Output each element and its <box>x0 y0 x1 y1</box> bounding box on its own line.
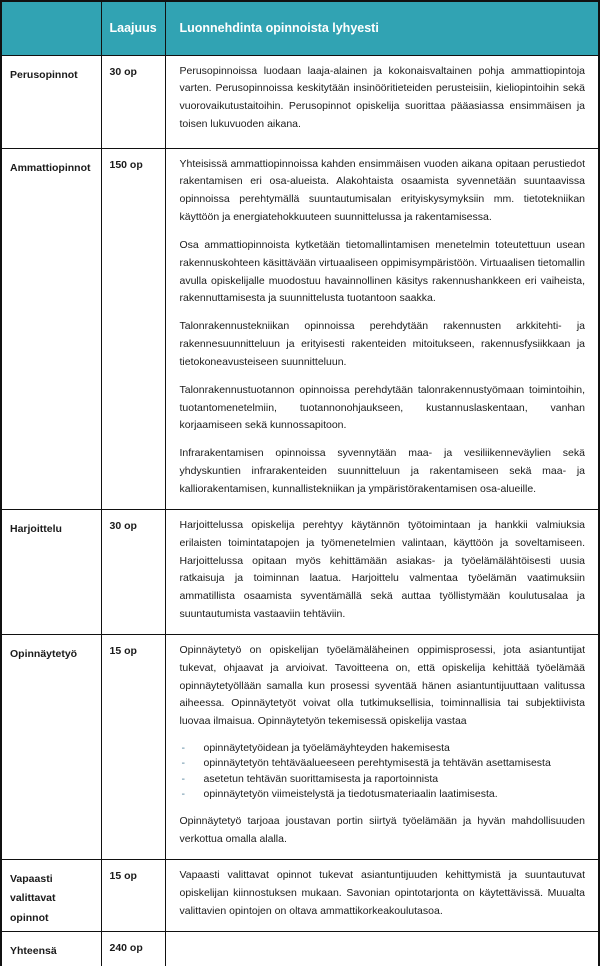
row-category-label: Yhteensä <box>1 931 101 966</box>
row-credits-value: 15 op <box>101 634 165 859</box>
header-cell-extent: Laajuus <box>101 1 165 55</box>
description-paragraph: Harjoittelussa opiskelija perehtyy käytännön työtoimintaan ja hankkii valmiuksia erilaisten toimintatapojen ja työmenetelmien valintaan, käyttöön ja soveltamiseen. Harjoittelussa opitaan myös kehittämään asiakas- ja työelämälähtöisesti uusia ratkaisuja ja toiminnan laatua. Harjoittelu valmentaa työelämän vaatimuksiin ammatillista osaamista syventämällä sekä auttaa työllistymään koulutusalaa ja suuntautumista vastaaviin tehtäviin. <box>179 518 585 621</box>
table-row <box>1 634 599 859</box>
row-category-label: Harjoittelu <box>1 509 101 634</box>
bullet-text: opinnäytetyöidean ja työelämäyhteyden hakemisesta <box>203 742 450 755</box>
bullet-item <box>180 756 586 771</box>
table-header <box>1 1 599 55</box>
bullet-text: opinnäytetyön viimeistelystä ja tiedotusmateriaalin laatimisesta. <box>203 787 498 800</box>
row-description <box>165 634 599 859</box>
description-paragraph: Perusopinnoissa luodaan laaja-alainen ja kokonaisvaltainen pohja ammattiopintoja varten. Perusopinnoissa keskitytään insinööritieteiden perusteisiin, kieliopintoihin sekä vuorovaikutustaitoihin. Perusopinnot opiskelija suorittaa pääasiassa ensimmäisen ja toisen lukuvuoden aikana. <box>179 64 585 131</box>
row-credits-value: 240 op <box>101 931 165 966</box>
bullet-item <box>180 741 586 756</box>
row-description <box>165 859 599 931</box>
table-row <box>1 509 599 634</box>
description-paragraph: Talonrakennustekniikan opinnoissa perehdytään rakennusten arkkitehti- ja rakennesuunnitteluun ja erityisesti rakenteiden mitoitukseen, rakennusfysiikkaan ja tietokoneavusteiseen suunnitteluun. <box>179 320 585 368</box>
row-category-label: Perusopinnot <box>1 55 101 148</box>
description-paragraph: Osa ammattiopinnoista kytketään tietomallintamisen menetelmin toteutettuun usean rakennuskohteen käsittävään virtuaaliseen oppimisympäristöön. Virtuaalisen tietomallin avulla opiskelijalle muodostuu havainnollinen käsitys rakennushankkeen eri vaiheista, rakennuttamisesta ja suunnittelusta tuotantoon saakka. <box>179 238 585 305</box>
row-category-label: Ammattiopinnot <box>1 148 101 509</box>
row-credits-value: 15 op <box>101 859 165 931</box>
bullet-dash-icon: - <box>181 772 185 785</box>
row-description <box>165 931 599 966</box>
row-credits-value: 30 op <box>101 509 165 634</box>
row-credits-value: 150 op <box>101 148 165 509</box>
bullet-dash-icon: - <box>181 757 185 770</box>
description-paragraph: Yhteisissä ammattiopinnoissa kahden ensimmäisen vuoden aikana opitaan perustiedot rakentamisen eri osa-alueista. Alakohtaista osaamista syvennetään suuntaavissa opinnoissa perehtymällä suuntautumisalan erityiskysymyksiin mm. tietotekniikan käyttöön ja energiatehokkuuteen suunnittelussa ja rakentamisessa. <box>179 157 585 224</box>
bullet-dash-icon: - <box>181 742 185 755</box>
bullet-item <box>180 787 586 802</box>
table-row <box>1 931 599 966</box>
row-description <box>165 509 599 634</box>
description-paragraph: Opinnäytetyö tarjoaa joustavan portin siirtyä työelämään ja hyvän mahdollisuuden verkottua omalla alalla. <box>179 815 585 845</box>
row-category-label: Opinnäytetyö <box>1 634 101 859</box>
table-row <box>1 148 599 509</box>
bullet-text: opinnäytetyön tehtäväalueeseen perehtymisestä ja tehtävän asettamisesta <box>203 757 551 770</box>
header-row <box>1 1 599 55</box>
description-paragraph: Vapaasti valittavat opinnot tukevat asiantuntijuuden kehittymistä ja suuntautuvat opiskelijan kiinnostuksen mukaan. Savonian opintotarjonta on käytettävissä. Muualta valittavien opintojen on oltava ammattikorkeakoulutasoa. <box>179 868 585 917</box>
bullet-dash-icon: - <box>181 787 185 800</box>
bullet-text: asetetun tehtävän suorittamisesta ja raportoinnista <box>203 772 439 785</box>
header-cell-description: Luonnehdinta opinnoista lyhyesti <box>165 1 599 55</box>
table-row <box>1 859 599 931</box>
header-cell-category <box>1 1 101 55</box>
table-row <box>1 55 599 148</box>
description-paragraph: Infrarakentamisen opinnoissa syvennytään maa- ja vesiliikenneväylien sekä yhdyskuntien infrarakenteiden suunnitteluun ja rakentamiseen sekä maa- ja kalliorakentamisen, kunnallistekniikan ja ympäristörakentamisen osa-alueille. <box>179 447 585 495</box>
row-description <box>165 148 599 509</box>
row-description <box>165 55 599 148</box>
bullet-item <box>180 772 586 787</box>
row-credits-value: 30 op <box>101 55 165 148</box>
bullet-list <box>180 741 586 802</box>
row-category-label: Vapaasti valittavat opinnot <box>1 859 101 931</box>
description-paragraph: Talonrakennustuotannon opinnoissa perehdytään talonrakennustyömaan toimintoihin, tuotantomenetelmiin, tuotannonohjaukseen, kustannuslaskentaan, vanhan korjaamiseen sekä kunnossapitoon. <box>179 383 585 432</box>
table-body <box>1 55 599 966</box>
description-paragraph: Opinnäytetyö on opiskelijan työelämäläheinen oppimisprosessi, jota asiantuntijat tukevat, ohjaavat ja arvioivat. Tavoitteena on, että opiskelija kehittää työelämää opinnäytetyöllään samalla kun prosessi syventää hänen asiantuntijuuttaan valitussa aiheessa. Opinnäytetyöt voivat olla tutkimuksellisia, toiminnallisia tai subjektiivista luovaa ilmaisua. Opinnäytetyön tekemisessä opiskelija vastaa <box>179 643 585 728</box>
